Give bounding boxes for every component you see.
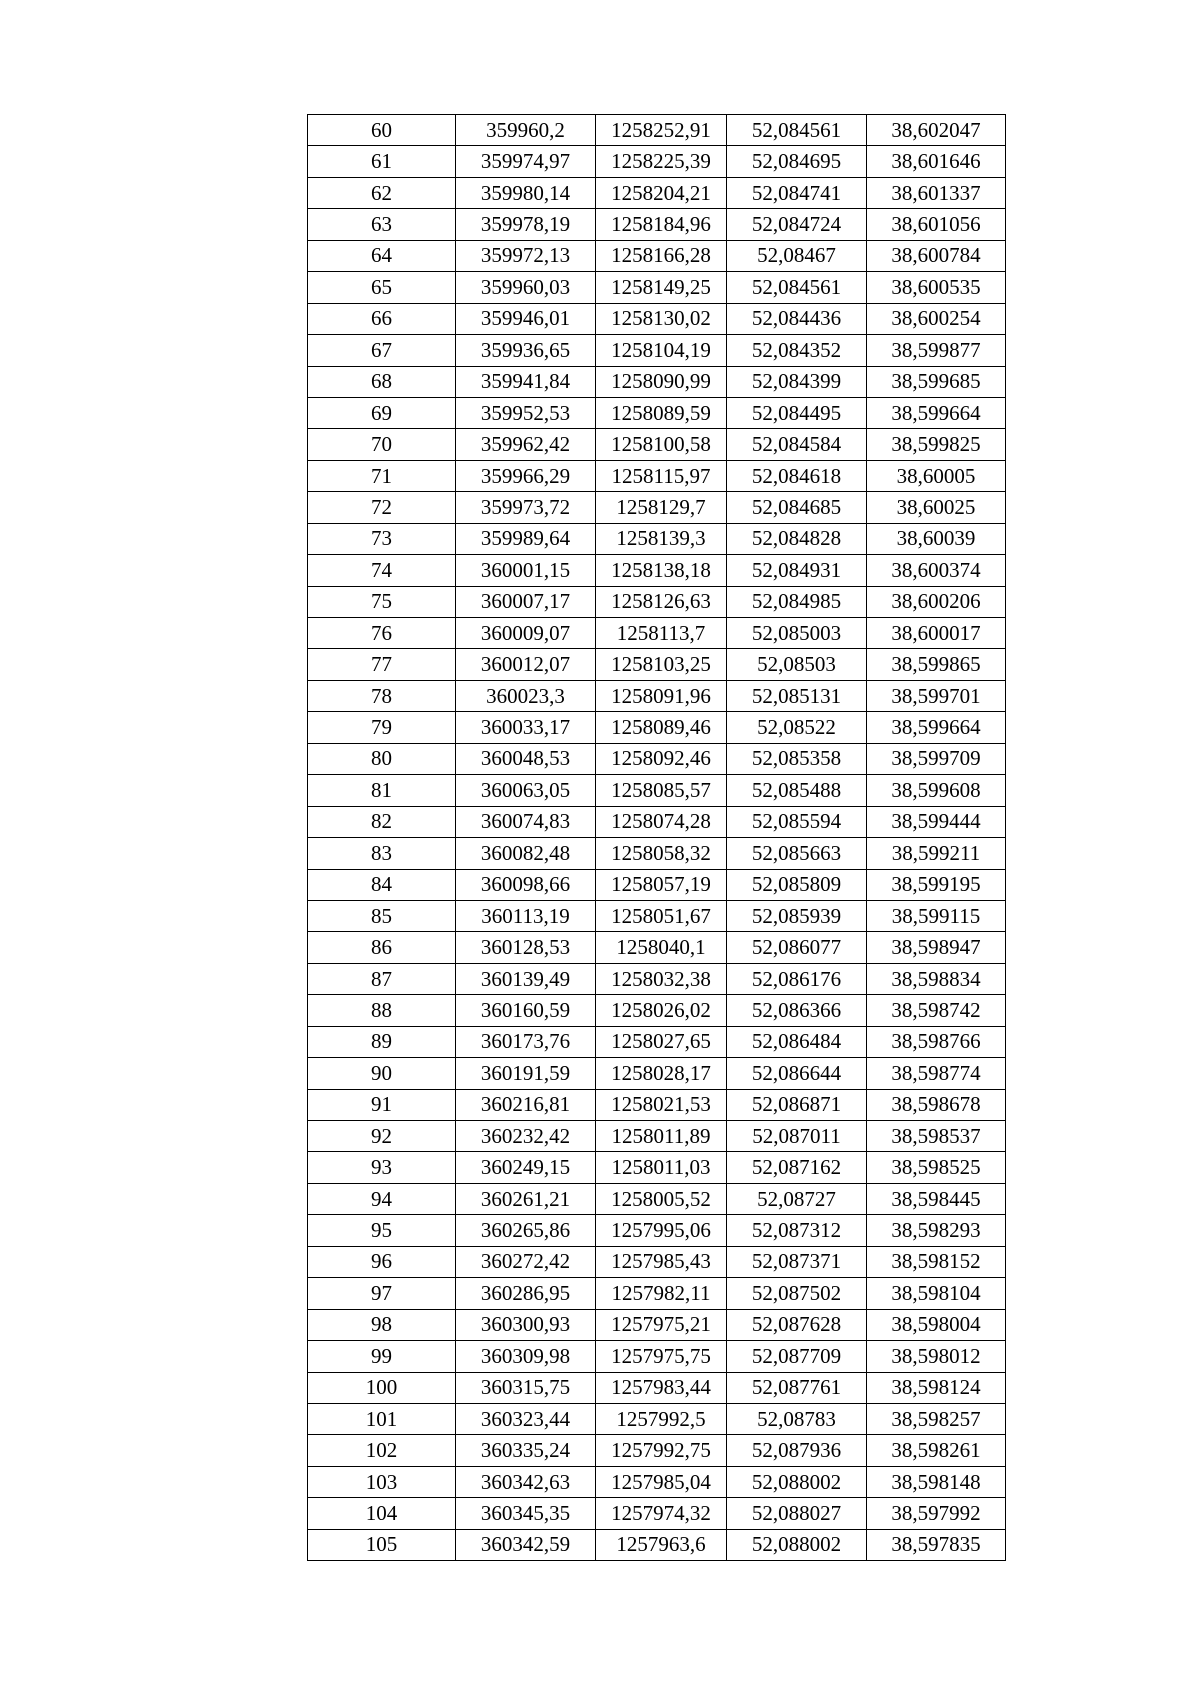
y-coordinate-cell: 1258100,58	[596, 429, 727, 460]
longitude-cell: 38,60005	[867, 460, 1006, 491]
y-coordinate-cell: 1258089,59	[596, 397, 727, 428]
table-row	[308, 1403, 1006, 1434]
longitude-cell: 38,600206	[867, 586, 1006, 617]
table-row	[308, 963, 1006, 994]
table-row	[308, 806, 1006, 837]
longitude-cell: 38,599709	[867, 743, 1006, 774]
table-row	[308, 429, 1006, 460]
latitude-cell: 52,08522	[727, 712, 867, 743]
latitude-cell: 52,084584	[727, 429, 867, 460]
y-coordinate-cell: 1257995,06	[596, 1215, 727, 1246]
y-coordinate-cell: 1257983,44	[596, 1372, 727, 1403]
y-coordinate-cell: 1258130,02	[596, 303, 727, 334]
point-number-cell: 94	[308, 1183, 456, 1214]
longitude-cell: 38,599825	[867, 429, 1006, 460]
y-coordinate-cell: 1258225,39	[596, 146, 727, 177]
longitude-cell: 38,598124	[867, 1372, 1006, 1403]
longitude-cell: 38,599685	[867, 366, 1006, 397]
x-coordinate-cell: 360286,95	[456, 1278, 596, 1309]
table-row	[308, 1058, 1006, 1089]
longitude-cell: 38,60025	[867, 492, 1006, 523]
longitude-cell: 38,599195	[867, 869, 1006, 900]
x-coordinate-cell: 360033,17	[456, 712, 596, 743]
latitude-cell: 52,084399	[727, 366, 867, 397]
longitude-cell: 38,598678	[867, 1089, 1006, 1120]
x-coordinate-cell: 359972,13	[456, 240, 596, 271]
latitude-cell: 52,084931	[727, 555, 867, 586]
latitude-cell: 52,085663	[727, 838, 867, 869]
table-row	[308, 680, 1006, 711]
point-number-cell: 70	[308, 429, 456, 460]
y-coordinate-cell: 1258204,21	[596, 177, 727, 208]
longitude-cell: 38,599115	[867, 900, 1006, 931]
x-coordinate-cell: 360265,86	[456, 1215, 596, 1246]
latitude-cell: 52,085358	[727, 743, 867, 774]
latitude-cell: 52,08467	[727, 240, 867, 271]
point-number-cell: 72	[308, 492, 456, 523]
longitude-cell: 38,599211	[867, 838, 1006, 869]
y-coordinate-cell: 1257985,04	[596, 1466, 727, 1497]
point-number-cell: 63	[308, 209, 456, 240]
longitude-cell: 38,601646	[867, 146, 1006, 177]
x-coordinate-cell: 360232,42	[456, 1121, 596, 1152]
longitude-cell: 38,598004	[867, 1309, 1006, 1340]
longitude-cell: 38,600535	[867, 272, 1006, 303]
latitude-cell: 52,087162	[727, 1152, 867, 1183]
latitude-cell: 52,084685	[727, 492, 867, 523]
x-coordinate-cell: 359952,53	[456, 397, 596, 428]
table-row	[308, 932, 1006, 963]
y-coordinate-cell: 1258058,32	[596, 838, 727, 869]
latitude-cell: 52,084695	[727, 146, 867, 177]
x-coordinate-cell: 360249,15	[456, 1152, 596, 1183]
point-number-cell: 84	[308, 869, 456, 900]
y-coordinate-cell: 1258021,53	[596, 1089, 727, 1120]
x-coordinate-cell: 359978,19	[456, 209, 596, 240]
x-coordinate-cell: 359974,97	[456, 146, 596, 177]
table-row	[308, 366, 1006, 397]
y-coordinate-cell: 1257963,6	[596, 1529, 727, 1560]
longitude-cell: 38,601056	[867, 209, 1006, 240]
x-coordinate-cell: 359936,65	[456, 335, 596, 366]
point-number-cell: 86	[308, 932, 456, 963]
y-coordinate-cell: 1258149,25	[596, 272, 727, 303]
y-coordinate-cell: 1258139,3	[596, 523, 727, 554]
table-row	[308, 1341, 1006, 1372]
table-row	[308, 838, 1006, 869]
longitude-cell: 38,598766	[867, 1026, 1006, 1057]
x-coordinate-cell: 360300,93	[456, 1309, 596, 1340]
latitude-cell: 52,086077	[727, 932, 867, 963]
table-row	[308, 335, 1006, 366]
table-row	[308, 869, 1006, 900]
longitude-cell: 38,600784	[867, 240, 1006, 271]
y-coordinate-cell: 1258126,63	[596, 586, 727, 617]
longitude-cell: 38,598261	[867, 1435, 1006, 1466]
x-coordinate-cell: 360272,42	[456, 1246, 596, 1277]
table-row	[308, 1246, 1006, 1277]
y-coordinate-cell: 1258028,17	[596, 1058, 727, 1089]
table-row	[308, 1498, 1006, 1529]
longitude-cell: 38,60039	[867, 523, 1006, 554]
coordinates-table	[307, 114, 1006, 1561]
latitude-cell: 52,088027	[727, 1498, 867, 1529]
latitude-cell: 52,087011	[727, 1121, 867, 1152]
y-coordinate-cell: 1258138,18	[596, 555, 727, 586]
y-coordinate-cell: 1258057,19	[596, 869, 727, 900]
latitude-cell: 52,087709	[727, 1341, 867, 1372]
point-number-cell: 64	[308, 240, 456, 271]
y-coordinate-cell: 1258113,7	[596, 618, 727, 649]
y-coordinate-cell: 1258115,97	[596, 460, 727, 491]
latitude-cell: 52,088002	[727, 1466, 867, 1497]
longitude-cell: 38,598148	[867, 1466, 1006, 1497]
longitude-cell: 38,601337	[867, 177, 1006, 208]
x-coordinate-cell: 359966,29	[456, 460, 596, 491]
latitude-cell: 52,088002	[727, 1529, 867, 1560]
table-row	[308, 1183, 1006, 1214]
x-coordinate-cell: 360009,07	[456, 618, 596, 649]
latitude-cell: 52,085488	[727, 775, 867, 806]
y-coordinate-cell: 1258074,28	[596, 806, 727, 837]
point-number-cell: 78	[308, 680, 456, 711]
y-coordinate-cell: 1258166,28	[596, 240, 727, 271]
y-coordinate-cell: 1258089,46	[596, 712, 727, 743]
longitude-cell: 38,598537	[867, 1121, 1006, 1152]
longitude-cell: 38,598947	[867, 932, 1006, 963]
longitude-cell: 38,598104	[867, 1278, 1006, 1309]
x-coordinate-cell: 360335,24	[456, 1435, 596, 1466]
x-coordinate-cell: 360063,05	[456, 775, 596, 806]
point-number-cell: 68	[308, 366, 456, 397]
latitude-cell: 52,087502	[727, 1278, 867, 1309]
y-coordinate-cell: 1258252,91	[596, 115, 727, 146]
point-number-cell: 76	[308, 618, 456, 649]
table-row	[308, 995, 1006, 1026]
y-coordinate-cell: 1257985,43	[596, 1246, 727, 1277]
point-number-cell: 73	[308, 523, 456, 554]
table-row	[308, 1372, 1006, 1403]
y-coordinate-cell: 1257992,5	[596, 1403, 727, 1434]
latitude-cell: 52,084561	[727, 272, 867, 303]
latitude-cell: 52,087936	[727, 1435, 867, 1466]
longitude-cell: 38,600374	[867, 555, 1006, 586]
longitude-cell: 38,599664	[867, 712, 1006, 743]
table-row	[308, 1435, 1006, 1466]
latitude-cell: 52,085939	[727, 900, 867, 931]
point-number-cell: 96	[308, 1246, 456, 1277]
y-coordinate-cell: 1257982,11	[596, 1278, 727, 1309]
y-coordinate-cell: 1257975,21	[596, 1309, 727, 1340]
latitude-cell: 52,087371	[727, 1246, 867, 1277]
y-coordinate-cell: 1257992,75	[596, 1435, 727, 1466]
table-row	[308, 1278, 1006, 1309]
table-row	[308, 115, 1006, 146]
x-coordinate-cell: 360001,15	[456, 555, 596, 586]
table-row	[308, 618, 1006, 649]
table-row	[308, 900, 1006, 931]
x-coordinate-cell: 360309,98	[456, 1341, 596, 1372]
x-coordinate-cell: 359962,42	[456, 429, 596, 460]
point-number-cell: 98	[308, 1309, 456, 1340]
longitude-cell: 38,598525	[867, 1152, 1006, 1183]
x-coordinate-cell: 359941,84	[456, 366, 596, 397]
point-number-cell: 92	[308, 1121, 456, 1152]
latitude-cell: 52,086176	[727, 963, 867, 994]
x-coordinate-cell: 359960,2	[456, 115, 596, 146]
point-number-cell: 104	[308, 1498, 456, 1529]
point-number-cell: 62	[308, 177, 456, 208]
x-coordinate-cell: 360261,21	[456, 1183, 596, 1214]
latitude-cell: 52,085594	[727, 806, 867, 837]
point-number-cell: 101	[308, 1403, 456, 1434]
x-coordinate-cell: 360191,59	[456, 1058, 596, 1089]
table-row	[308, 1215, 1006, 1246]
point-number-cell: 87	[308, 963, 456, 994]
latitude-cell: 52,085809	[727, 869, 867, 900]
table-row	[308, 523, 1006, 554]
point-number-cell: 65	[308, 272, 456, 303]
latitude-cell: 52,084561	[727, 115, 867, 146]
longitude-cell: 38,598293	[867, 1215, 1006, 1246]
point-number-cell: 99	[308, 1341, 456, 1372]
longitude-cell: 38,602047	[867, 115, 1006, 146]
longitude-cell: 38,599865	[867, 649, 1006, 680]
point-number-cell: 79	[308, 712, 456, 743]
point-number-cell: 66	[308, 303, 456, 334]
latitude-cell: 52,084724	[727, 209, 867, 240]
y-coordinate-cell: 1258085,57	[596, 775, 727, 806]
point-number-cell: 102	[308, 1435, 456, 1466]
x-coordinate-cell: 360048,53	[456, 743, 596, 774]
longitude-cell: 38,600017	[867, 618, 1006, 649]
longitude-cell: 38,598445	[867, 1183, 1006, 1214]
table-row	[308, 1089, 1006, 1120]
x-coordinate-cell: 360012,07	[456, 649, 596, 680]
y-coordinate-cell: 1257975,75	[596, 1341, 727, 1372]
table-row	[308, 397, 1006, 428]
point-number-cell: 85	[308, 900, 456, 931]
table-row	[308, 1529, 1006, 1560]
longitude-cell: 38,599877	[867, 335, 1006, 366]
latitude-cell: 52,087761	[727, 1372, 867, 1403]
point-number-cell: 91	[308, 1089, 456, 1120]
latitude-cell: 52,086644	[727, 1058, 867, 1089]
y-coordinate-cell: 1258092,46	[596, 743, 727, 774]
latitude-cell: 52,08727	[727, 1183, 867, 1214]
latitude-cell: 52,084495	[727, 397, 867, 428]
table-row	[308, 555, 1006, 586]
latitude-cell: 52,08503	[727, 649, 867, 680]
x-coordinate-cell: 359973,72	[456, 492, 596, 523]
point-number-cell: 88	[308, 995, 456, 1026]
y-coordinate-cell: 1258051,67	[596, 900, 727, 931]
point-number-cell: 100	[308, 1372, 456, 1403]
table-row	[308, 492, 1006, 523]
table-row	[308, 1309, 1006, 1340]
longitude-cell: 38,599664	[867, 397, 1006, 428]
x-coordinate-cell: 360342,63	[456, 1466, 596, 1497]
y-coordinate-cell: 1258011,03	[596, 1152, 727, 1183]
x-coordinate-cell: 360074,83	[456, 806, 596, 837]
table-row	[308, 177, 1006, 208]
longitude-cell: 38,597835	[867, 1529, 1006, 1560]
x-coordinate-cell: 360345,35	[456, 1498, 596, 1529]
latitude-cell: 52,085131	[727, 680, 867, 711]
x-coordinate-cell: 360216,81	[456, 1089, 596, 1120]
table-row	[308, 146, 1006, 177]
y-coordinate-cell: 1258184,96	[596, 209, 727, 240]
x-coordinate-cell: 360082,48	[456, 838, 596, 869]
x-coordinate-cell: 360023,3	[456, 680, 596, 711]
point-number-cell: 82	[308, 806, 456, 837]
point-number-cell: 77	[308, 649, 456, 680]
point-number-cell: 61	[308, 146, 456, 177]
y-coordinate-cell: 1258026,02	[596, 995, 727, 1026]
x-coordinate-cell: 359980,14	[456, 177, 596, 208]
table-row	[308, 586, 1006, 617]
table-row	[308, 272, 1006, 303]
table-row	[308, 1121, 1006, 1152]
point-number-cell: 103	[308, 1466, 456, 1497]
longitude-cell: 38,599444	[867, 806, 1006, 837]
longitude-cell: 38,597992	[867, 1498, 1006, 1529]
y-coordinate-cell: 1258103,25	[596, 649, 727, 680]
table-row	[308, 209, 1006, 240]
point-number-cell: 93	[308, 1152, 456, 1183]
longitude-cell: 38,598774	[867, 1058, 1006, 1089]
point-number-cell: 89	[308, 1026, 456, 1057]
point-number-cell: 69	[308, 397, 456, 428]
latitude-cell: 52,085003	[727, 618, 867, 649]
y-coordinate-cell: 1258032,38	[596, 963, 727, 994]
x-coordinate-cell: 360323,44	[456, 1403, 596, 1434]
y-coordinate-cell: 1258011,89	[596, 1121, 727, 1152]
longitude-cell: 38,598257	[867, 1403, 1006, 1434]
point-number-cell: 74	[308, 555, 456, 586]
y-coordinate-cell: 1258104,19	[596, 335, 727, 366]
table-row	[308, 303, 1006, 334]
point-number-cell: 97	[308, 1278, 456, 1309]
y-coordinate-cell: 1258090,99	[596, 366, 727, 397]
point-number-cell: 67	[308, 335, 456, 366]
latitude-cell: 52,087312	[727, 1215, 867, 1246]
longitude-cell: 38,599608	[867, 775, 1006, 806]
y-coordinate-cell: 1258027,65	[596, 1026, 727, 1057]
x-coordinate-cell: 360139,49	[456, 963, 596, 994]
point-number-cell: 71	[308, 460, 456, 491]
y-coordinate-cell: 1258091,96	[596, 680, 727, 711]
longitude-cell: 38,598742	[867, 995, 1006, 1026]
point-number-cell: 83	[308, 838, 456, 869]
x-coordinate-cell: 360098,66	[456, 869, 596, 900]
latitude-cell: 52,084618	[727, 460, 867, 491]
x-coordinate-cell: 360173,76	[456, 1026, 596, 1057]
point-number-cell: 75	[308, 586, 456, 617]
table-row	[308, 1152, 1006, 1183]
table-row	[308, 1466, 1006, 1497]
x-coordinate-cell: 359960,03	[456, 272, 596, 303]
x-coordinate-cell: 360113,19	[456, 900, 596, 931]
point-number-cell: 95	[308, 1215, 456, 1246]
point-number-cell: 60	[308, 115, 456, 146]
table-row	[308, 775, 1006, 806]
x-coordinate-cell: 360342,59	[456, 1529, 596, 1560]
x-coordinate-cell: 360160,59	[456, 995, 596, 1026]
coordinates-table-body	[308, 115, 1006, 1561]
latitude-cell: 52,086366	[727, 995, 867, 1026]
latitude-cell: 52,084828	[727, 523, 867, 554]
point-number-cell: 105	[308, 1529, 456, 1560]
table-row	[308, 460, 1006, 491]
point-number-cell: 90	[308, 1058, 456, 1089]
x-coordinate-cell: 359946,01	[456, 303, 596, 334]
longitude-cell: 38,598834	[867, 963, 1006, 994]
latitude-cell: 52,084741	[727, 177, 867, 208]
longitude-cell: 38,600254	[867, 303, 1006, 334]
latitude-cell: 52,08783	[727, 1403, 867, 1434]
latitude-cell: 52,084436	[727, 303, 867, 334]
longitude-cell: 38,598152	[867, 1246, 1006, 1277]
latitude-cell: 52,087628	[727, 1309, 867, 1340]
latitude-cell: 52,086484	[727, 1026, 867, 1057]
latitude-cell: 52,084985	[727, 586, 867, 617]
y-coordinate-cell: 1258129,7	[596, 492, 727, 523]
table-row	[308, 712, 1006, 743]
x-coordinate-cell: 360315,75	[456, 1372, 596, 1403]
table-row	[308, 240, 1006, 271]
latitude-cell: 52,086871	[727, 1089, 867, 1120]
longitude-cell: 38,598012	[867, 1341, 1006, 1372]
y-coordinate-cell: 1258005,52	[596, 1183, 727, 1214]
x-coordinate-cell: 359989,64	[456, 523, 596, 554]
x-coordinate-cell: 360007,17	[456, 586, 596, 617]
latitude-cell: 52,084352	[727, 335, 867, 366]
longitude-cell: 38,599701	[867, 680, 1006, 711]
table-row	[308, 743, 1006, 774]
y-coordinate-cell: 1258040,1	[596, 932, 727, 963]
table-row	[308, 1026, 1006, 1057]
point-number-cell: 81	[308, 775, 456, 806]
point-number-cell: 80	[308, 743, 456, 774]
x-coordinate-cell: 360128,53	[456, 932, 596, 963]
table-row	[308, 649, 1006, 680]
y-coordinate-cell: 1257974,32	[596, 1498, 727, 1529]
